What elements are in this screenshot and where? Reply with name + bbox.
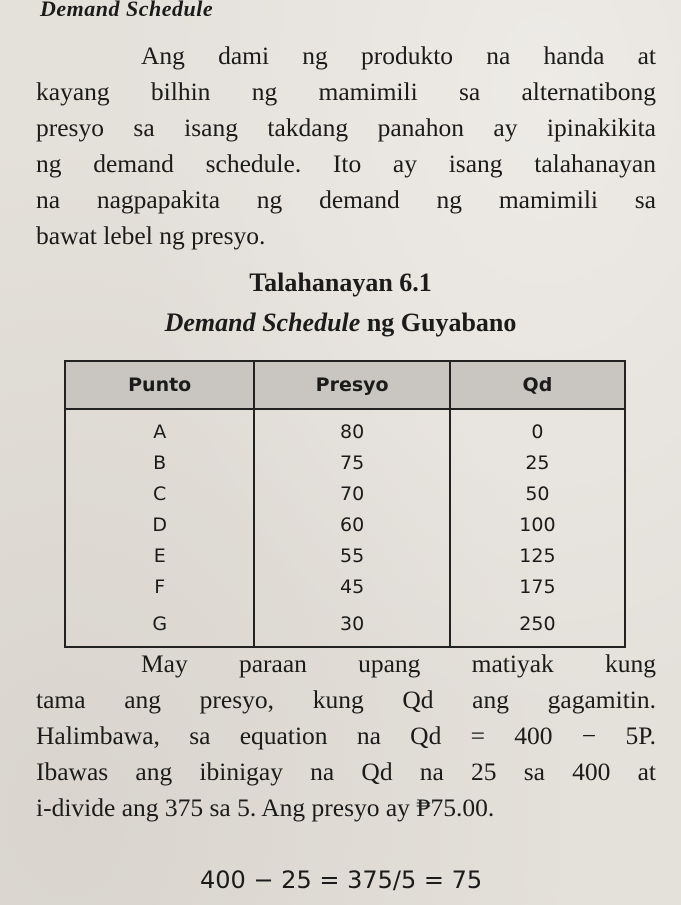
cell-presyo: 60 bbox=[254, 509, 449, 540]
paragraph-line: ng demand schedule. Ito ay isang talahanayan bbox=[36, 149, 656, 178]
section-heading: Demand Schedule bbox=[40, 0, 214, 21]
header-punto: Punto bbox=[65, 361, 254, 409]
table-row bbox=[65, 409, 625, 447]
cell-punto: D bbox=[65, 509, 254, 540]
paragraph-line: na nagpapakita ng demand ng mamimili sa bbox=[36, 185, 656, 214]
cell-presyo: 75 bbox=[254, 447, 449, 478]
paragraph-line: tama ang presyo, kung Qd ang gagamitin. bbox=[36, 685, 656, 714]
paragraph-line: May paraan upang matiyak kung bbox=[141, 649, 656, 678]
cell-qd: 50 bbox=[450, 478, 625, 509]
table-title-rest: ng Guyabano bbox=[360, 308, 517, 337]
table-title-italic: Demand Schedule bbox=[164, 308, 361, 337]
method-paragraph bbox=[36, 646, 656, 826]
table-row bbox=[65, 509, 625, 540]
paragraph-line: Ibawas ang ibinigay na Qd na 25 sa 400 at bbox=[36, 757, 656, 786]
paragraph-line: Ang dami ng produkto na handa at bbox=[141, 41, 656, 70]
cell-qd: 0 bbox=[450, 409, 625, 447]
paragraph-line: Halimbawa, sa equation na Qd = 400 − 5P. bbox=[36, 721, 656, 750]
table-row bbox=[65, 571, 625, 602]
paragraph-line: presyo sa isang takdang panahon ay ipinakikita bbox=[36, 113, 656, 142]
table-row bbox=[65, 447, 625, 478]
demand-schedule-table bbox=[64, 360, 626, 648]
table-caption: Talahanayan 6.1 bbox=[249, 268, 432, 297]
cell-punto: C bbox=[65, 478, 254, 509]
table-row bbox=[65, 540, 625, 571]
intro-paragraph bbox=[36, 38, 656, 254]
equation: 400 − 25 = 375/5 = 75 bbox=[200, 866, 483, 894]
paragraph-line: kayang bilhin ng mamimili sa alternatibong bbox=[36, 77, 656, 106]
table-header-row bbox=[65, 361, 625, 409]
cell-qd: 175 bbox=[450, 571, 625, 602]
paragraph-line: i-divide ang 375 sa 5. Ang presyo ay ₱75.00. bbox=[36, 793, 495, 822]
cell-punto: E bbox=[65, 540, 254, 571]
cell-qd: 125 bbox=[450, 540, 625, 571]
cell-presyo: 80 bbox=[254, 409, 449, 447]
header-presyo: Presyo bbox=[254, 361, 449, 409]
cell-presyo: 45 bbox=[254, 571, 449, 602]
cell-presyo: 30 bbox=[254, 602, 449, 647]
cell-qd: 250 bbox=[450, 602, 625, 647]
table-row bbox=[65, 478, 625, 509]
cell-presyo: 55 bbox=[254, 540, 449, 571]
cell-punto: B bbox=[65, 447, 254, 478]
cell-qd: 25 bbox=[450, 447, 625, 478]
header-qd: Qd bbox=[450, 361, 625, 409]
cell-punto: G bbox=[65, 602, 254, 647]
paragraph-line: bawat lebel ng presyo. bbox=[36, 221, 266, 250]
cell-punto: A bbox=[65, 409, 254, 447]
table-row bbox=[65, 602, 625, 647]
cell-punto: F bbox=[65, 571, 254, 602]
cell-qd: 100 bbox=[450, 509, 625, 540]
cell-presyo: 70 bbox=[254, 478, 449, 509]
table-title bbox=[0, 308, 681, 338]
